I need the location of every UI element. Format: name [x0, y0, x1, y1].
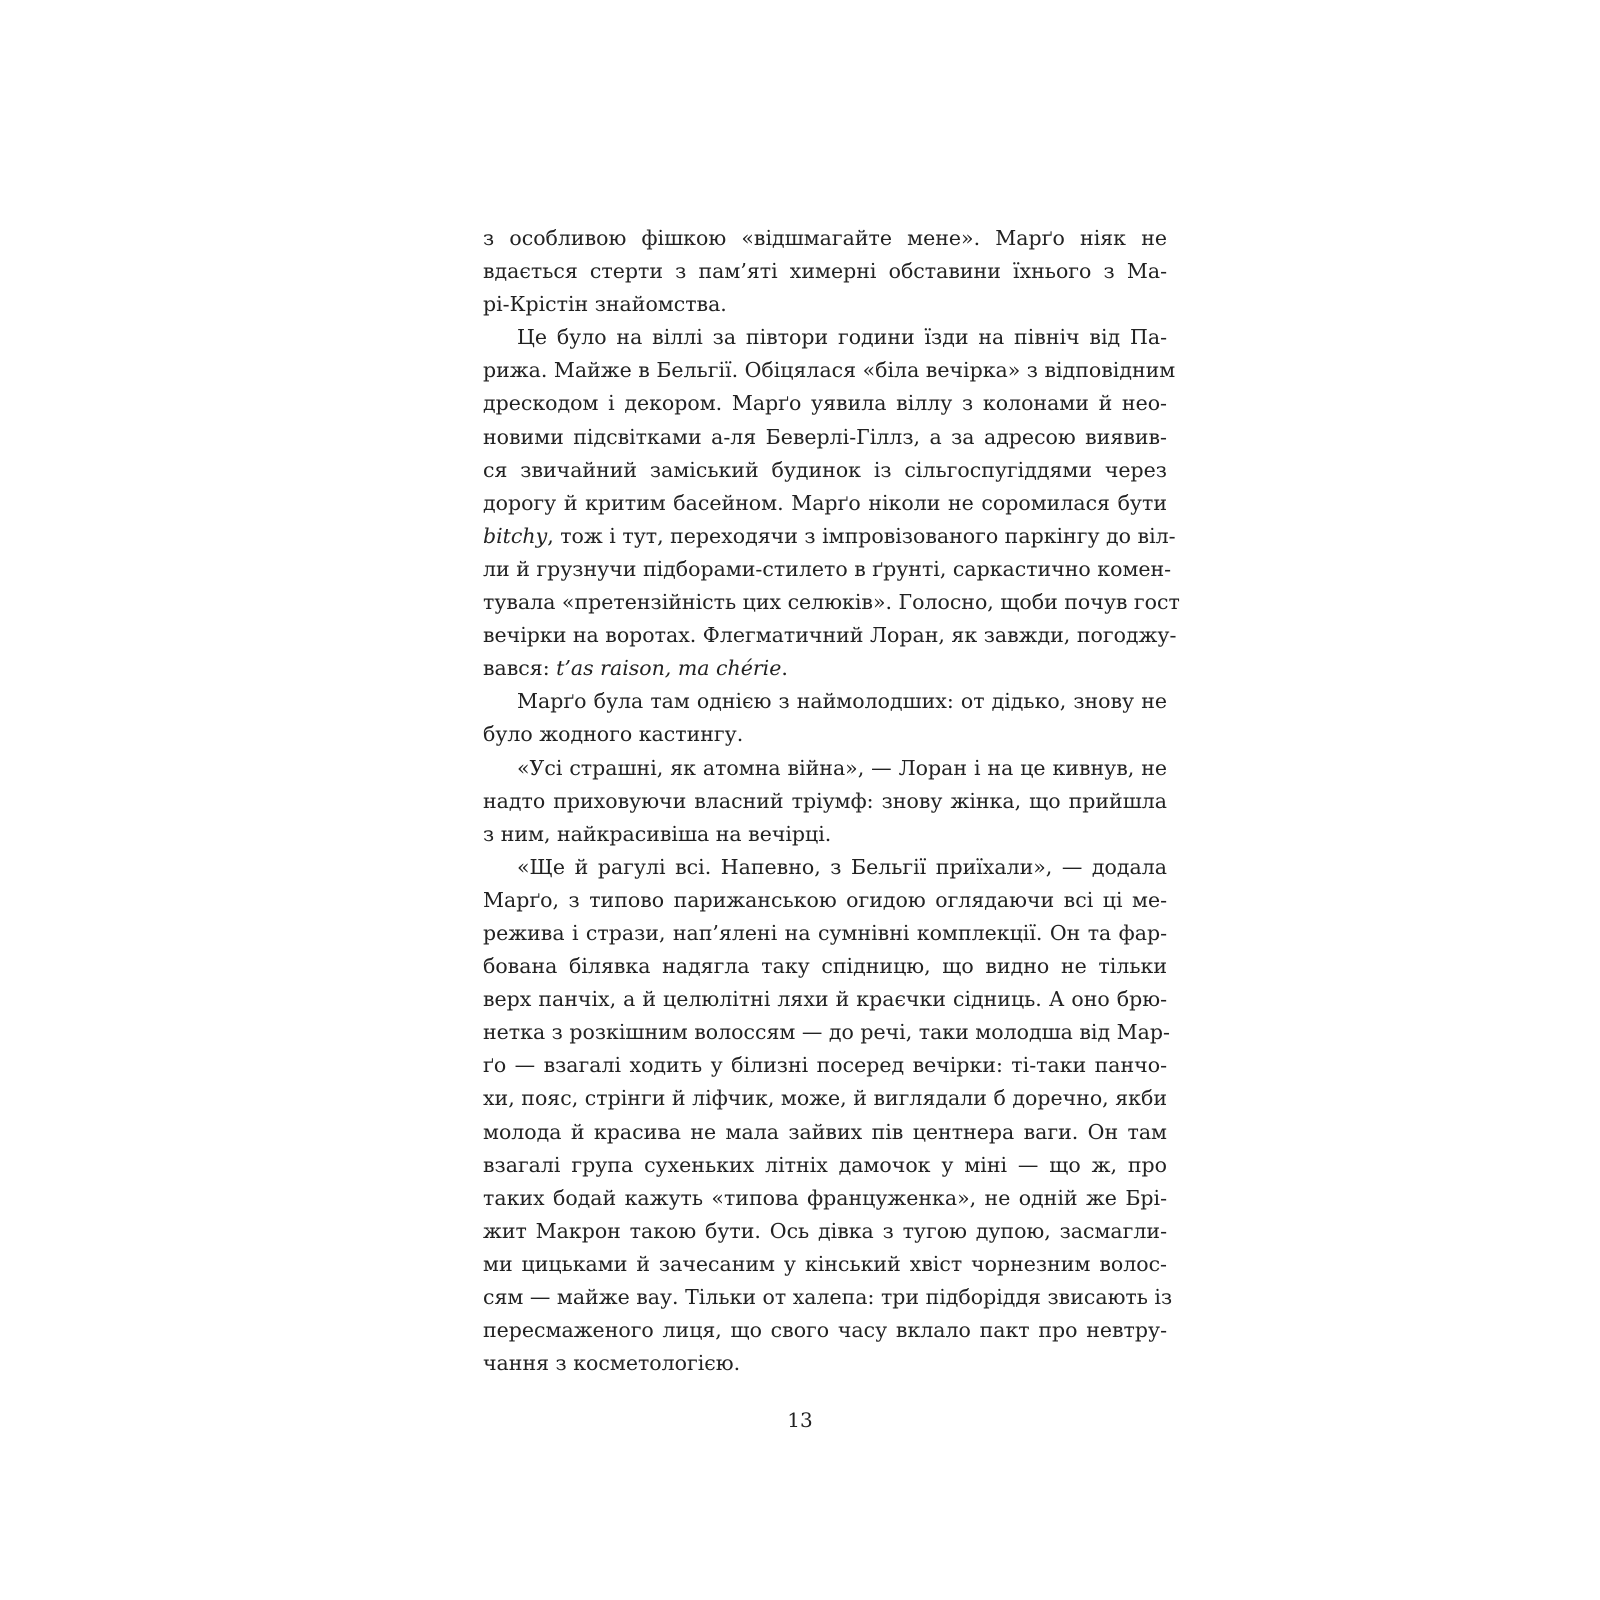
text-line: дорогу й критим басейном. Марґо ніколи не соромилася бути: [483, 490, 1167, 515]
text-line: нетка з розкішним волоссям — до речі, таки молодша від Мар-: [483, 1020, 1170, 1045]
text-line: новими підсвітками а-ля Беверлі-Гіллз, а за адресою виявив-: [483, 424, 1167, 449]
text-line: режива і стрази, нап’ялені на сумнівні комплекції. Он та фар-: [483, 920, 1167, 945]
text-line: молода й красива не мала зайвих пів центнера ваги. Он там: [483, 1119, 1167, 1144]
text-line: верх панчіх, а й целюлітні ляхи й краєчки сідниць. А оно брю-: [483, 987, 1167, 1012]
text-line: дрескодом і декором. Марґо уявила віллу з колонами й нео-: [483, 391, 1167, 416]
text-line: було жодного кастингу.: [483, 722, 744, 747]
text-line: таких бодай кажуть «типова француженка», не одній же Брі-: [483, 1185, 1167, 1210]
text-line: ми цицьками й зачесаним у кінський хвіст чорнезним волос-: [483, 1251, 1167, 1276]
paragraph-first-line: Марґо була там однією з наймолодших: от дідько, знову не: [517, 689, 1167, 714]
text-line: вдається стерти з пам’яті химерні обставини їхнього з Ма-: [483, 259, 1167, 284]
paragraph-first-line: «Ще й рагулі всі. Напевно, з Бельгії приїхали», — додала: [517, 854, 1167, 879]
paragraph-first-line: «Усі страшні, як атомна війна», — Лоран і на це кивнув, не: [517, 755, 1167, 780]
text-line: ся звичайний заміський будинок із сільгоспугіддями через: [483, 457, 1167, 482]
italic-phrase: t’as raison, ma chérie: [556, 656, 782, 681]
body-text: [483, 222, 1180, 1380]
text-line: з особливою фішкою «відшмагайте мене». Марґо ніяк не: [483, 226, 1167, 250]
italic-phrase: bitchy: [483, 523, 548, 548]
text-line: ли й грузнучи підборами-стилето в ґрунті, саркастично комен-: [483, 556, 1172, 581]
text-line: бована білявка надягла таку спідницю, що видно не тільки: [483, 954, 1167, 979]
text-line: жит Макрон такою бути. Ось дівка з тугою дупою, засмагли-: [483, 1218, 1167, 1243]
text-line: пересмаженого лиця, що свого часу вклало пакт про невтру-: [483, 1318, 1167, 1343]
text-line: ґо — взагалі ходить у білизні посеред вечірки: ті-таки панчо-: [483, 1053, 1167, 1078]
text-line: вався: t’as raison, ma chérie.: [483, 656, 788, 681]
text-line: надто приховуючи власний тріумф: знову жінка, що прийшла: [483, 788, 1167, 813]
page-number: 13: [787, 1408, 813, 1432]
text-line: bitchy, тож і тут, переходячи з імпровізованого паркінгу до віл-: [483, 523, 1176, 548]
paragraph-first-line: Це було на віллі за півтори години їзди на північ від Па-: [517, 325, 1167, 350]
text-line: вечірки на воротах. Флегматичний Лоран, як завжди, погоджу-: [483, 623, 1177, 648]
text-line: чання з косметологією.: [483, 1351, 741, 1376]
text-line: рижа. Майже в Бельгії. Обіцялася «біла вечірка» з відповідним: [483, 358, 1176, 383]
text-line: взагалі група сухеньких літніх дамочок у міні — що ж, про: [483, 1152, 1167, 1177]
text-line: сям — майже вау. Тільки от халепа: три підборіддя звисають із: [483, 1285, 1173, 1309]
text-line: з ним, найкрасивіша на вечірці.: [483, 821, 832, 846]
text-line: Марґо, з типово парижанською огидою оглядаючи всі ці ме-: [483, 887, 1167, 912]
text-line: рі-Крістін знайомства.: [483, 292, 727, 317]
text-line: хи, пояс, стрінги й ліфчик, може, й виглядали б доречно, якби: [483, 1086, 1167, 1111]
text-line: тувала «претензійність цих селюків». Голосно, щоби почув гост: [483, 590, 1180, 615]
